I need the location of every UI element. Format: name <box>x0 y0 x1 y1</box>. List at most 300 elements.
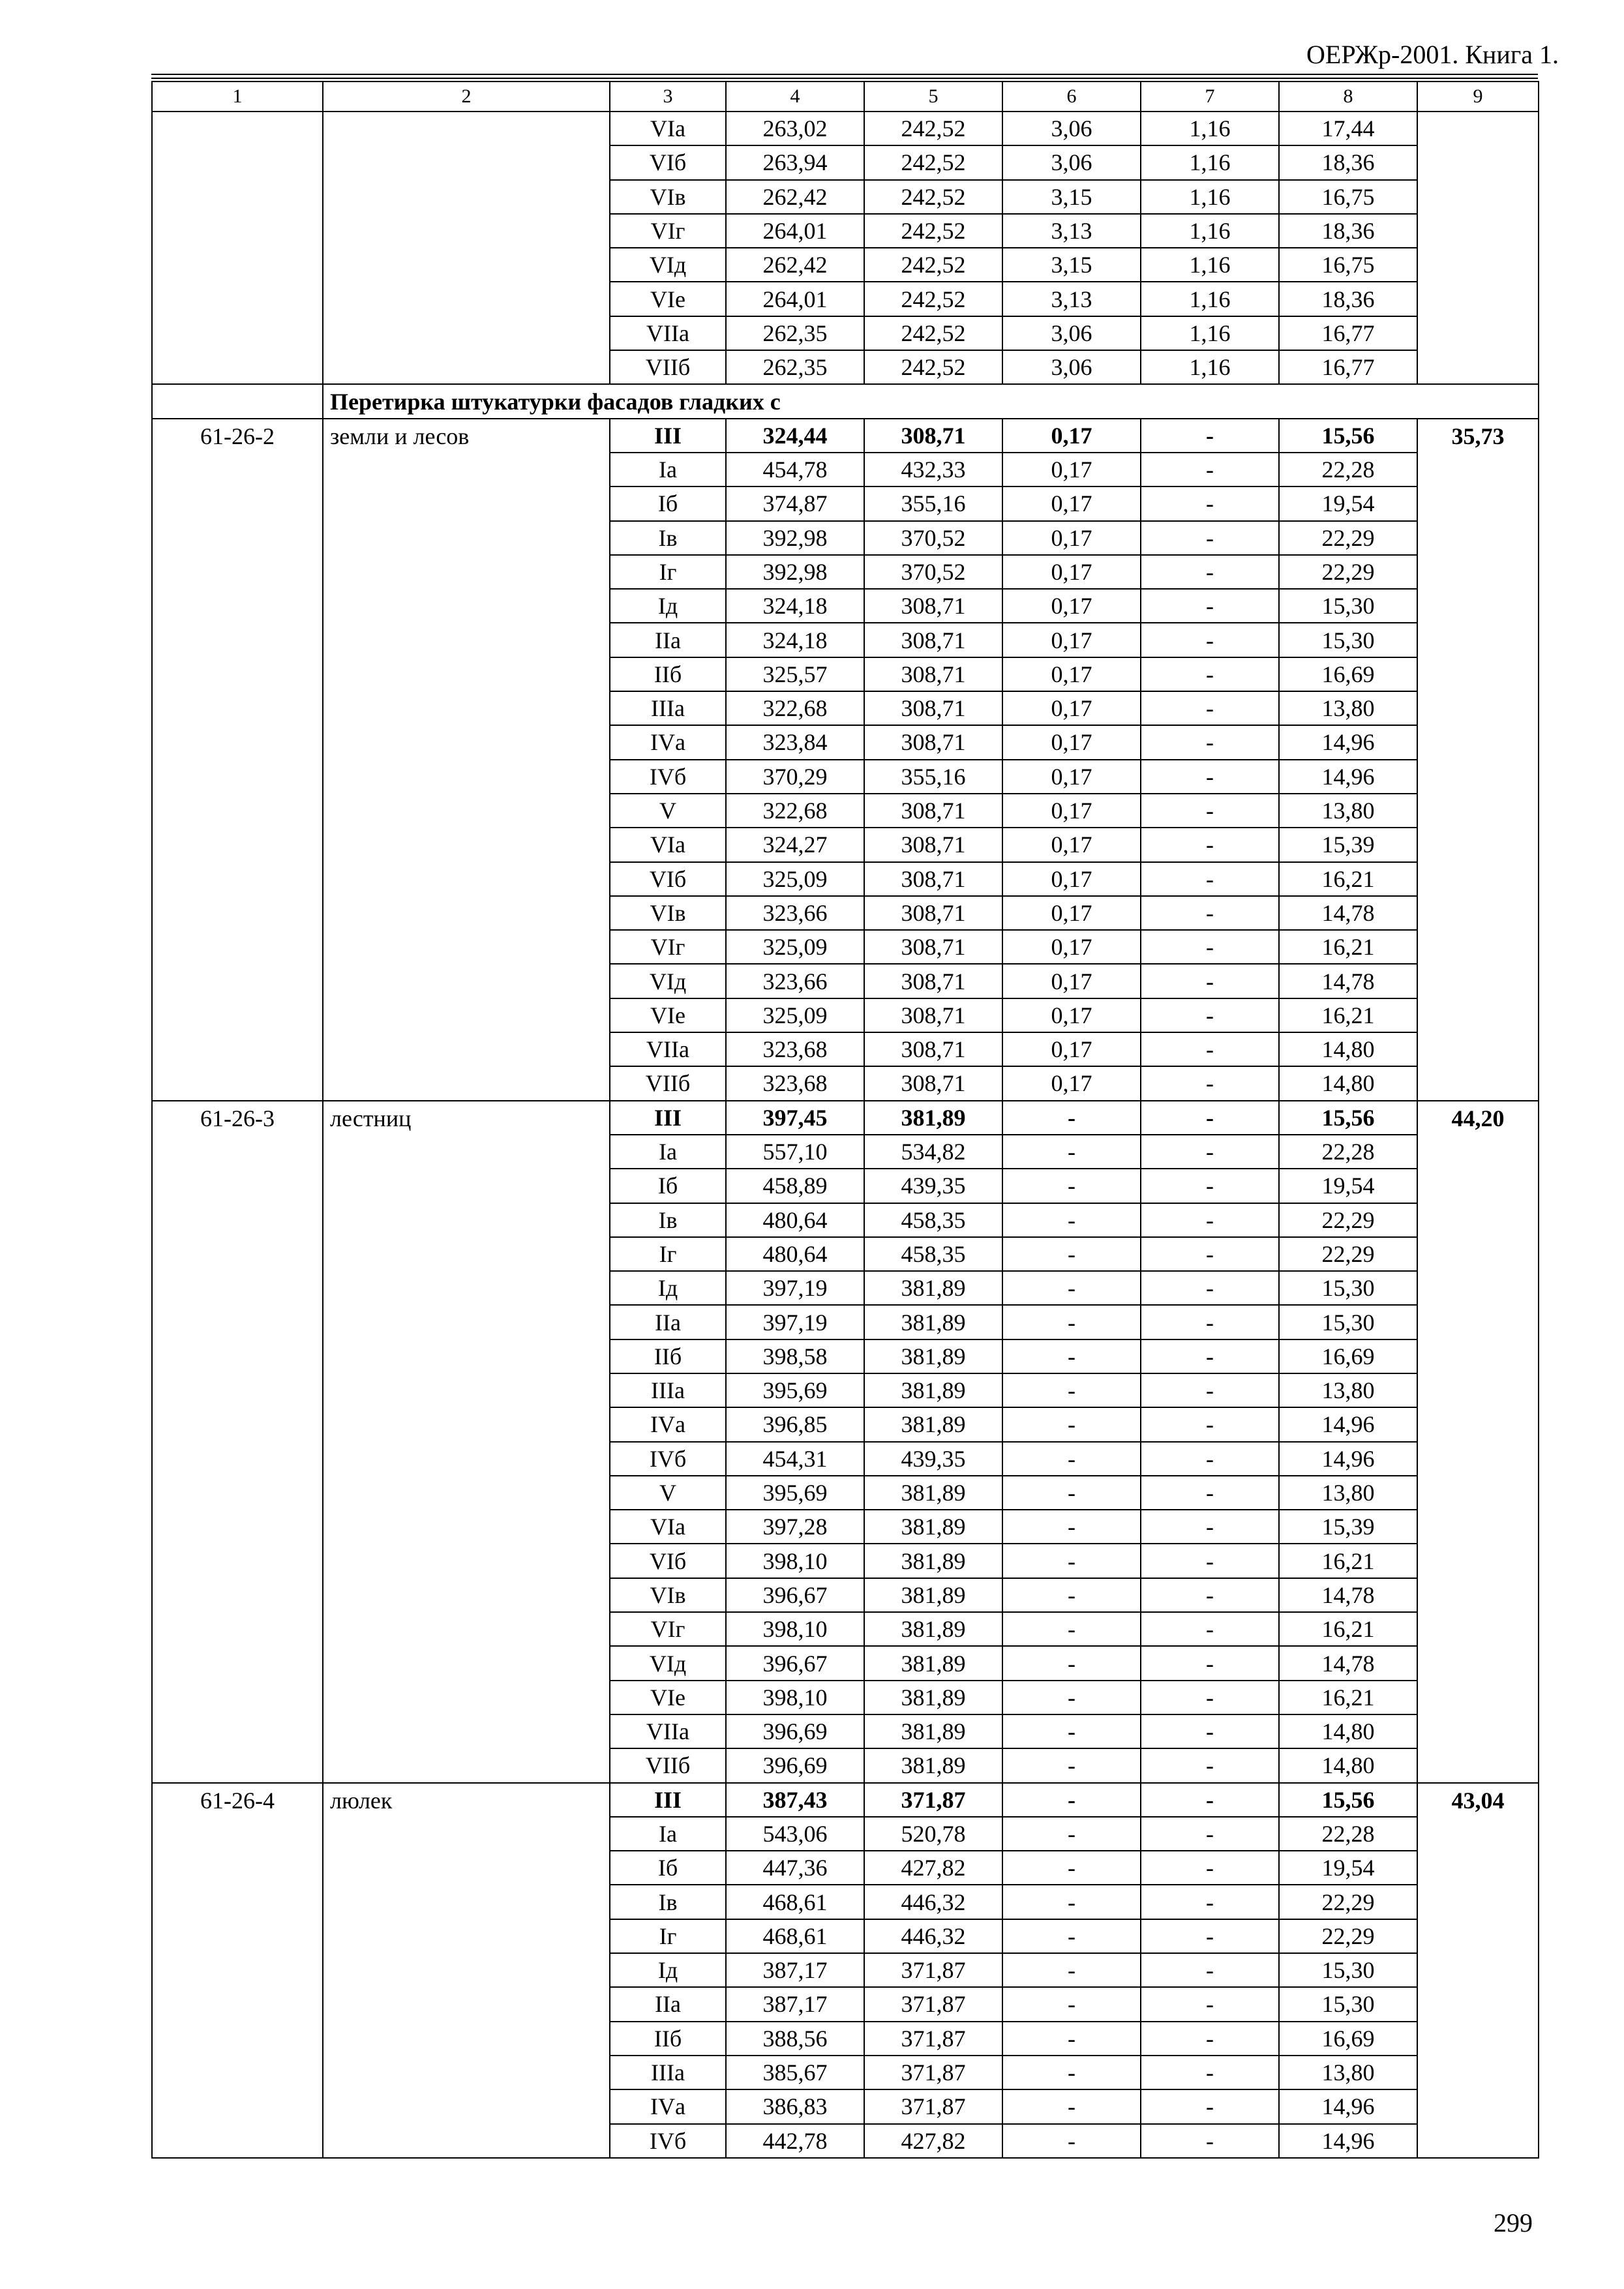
table-cell: 14,78 <box>1279 1578 1417 1612</box>
table-cell <box>152 384 323 418</box>
table-cell: - <box>1002 2022 1141 2056</box>
table-cell: 458,35 <box>864 1203 1002 1237</box>
table-cell: 371,87 <box>864 1953 1002 1987</box>
table-cell: - <box>1141 2056 1279 2089</box>
table-cell: VIа <box>610 112 726 145</box>
table-cell: - <box>1141 930 1279 964</box>
table-cell: 520,78 <box>864 1817 1002 1851</box>
table-cell: IIб <box>610 657 726 691</box>
table-cell: 0,17 <box>1002 486 1141 520</box>
table-cell: 398,10 <box>726 1612 864 1646</box>
table-cell: IIIа <box>610 2056 726 2089</box>
table-cell: VIIа <box>610 1714 726 1748</box>
table-cell: 3,15 <box>1002 248 1141 282</box>
table-cell: 22,28 <box>1279 453 1417 486</box>
table-cell: 381,89 <box>864 1612 1002 1646</box>
table-cell: Iг <box>610 1919 726 1953</box>
table-cell: 1,16 <box>1141 145 1279 179</box>
table-cell: 16,21 <box>1279 930 1417 964</box>
table-cell: Iд <box>610 1271 726 1305</box>
table-cell: IVа <box>610 1407 726 1441</box>
table-cell: Iб <box>610 486 726 520</box>
table-cell: VIе <box>610 282 726 316</box>
table-cell: - <box>1141 1135 1279 1169</box>
table-cell: 14,80 <box>1279 1066 1417 1100</box>
table-cell: - <box>1002 2056 1141 2089</box>
table-cell: - <box>1141 1681 1279 1714</box>
table-row <box>152 1783 1539 1817</box>
code-cell: 61-26-3 <box>152 1101 323 1783</box>
table-cell: VIг <box>610 930 726 964</box>
table-cell: 14,96 <box>1279 2124 1417 2158</box>
table-cell: - <box>1002 1407 1141 1441</box>
table-cell: 381,89 <box>864 1748 1002 1782</box>
table-cell: - <box>1002 1681 1141 1714</box>
name-cell <box>323 112 610 384</box>
table-cell: IIIа <box>610 1373 726 1407</box>
table-cell: 447,36 <box>726 1851 864 1885</box>
table-cell: - <box>1141 555 1279 589</box>
table-cell: 13,80 <box>1279 1373 1417 1407</box>
table-cell: 0,17 <box>1002 998 1141 1032</box>
name-cell: лестниц <box>323 1101 610 1783</box>
column9-cell <box>1417 112 1539 384</box>
table-cell: 3,06 <box>1002 350 1141 384</box>
table-cell: 242,52 <box>864 214 1002 248</box>
column-number: 4 <box>726 82 864 112</box>
table-cell: - <box>1002 1510 1141 1544</box>
table-row <box>152 112 1539 145</box>
table-cell: - <box>1141 486 1279 520</box>
table-cell: 308,71 <box>864 1066 1002 1100</box>
table-cell: 262,35 <box>726 316 864 350</box>
table-cell: - <box>1002 1953 1141 1987</box>
table-cell: 0,17 <box>1002 589 1141 623</box>
table-cell: 19,54 <box>1279 1851 1417 1885</box>
table-cell: VIб <box>610 1544 726 1578</box>
table-cell: 322,68 <box>726 691 864 725</box>
table-cell: Iд <box>610 1953 726 1987</box>
section-title: Перетирка штукатурки фасадов гладких с <box>323 384 1539 418</box>
table-cell: 0,17 <box>1002 453 1141 486</box>
table-cell: - <box>1002 1101 1141 1135</box>
table-cell: IVб <box>610 2124 726 2158</box>
table-cell: 324,18 <box>726 589 864 623</box>
table-cell: 14,78 <box>1279 964 1417 998</box>
table-cell: IVб <box>610 1442 726 1476</box>
table-cell: 1,16 <box>1141 350 1279 384</box>
table-cell: 14,80 <box>1279 1748 1417 1782</box>
table-cell: 15,30 <box>1279 1953 1417 1987</box>
table-cell: - <box>1141 794 1279 828</box>
table-cell: 22,28 <box>1279 1135 1417 1169</box>
table-cell: V <box>610 794 726 828</box>
table-cell: - <box>1141 691 1279 725</box>
table-cell: 397,28 <box>726 1510 864 1544</box>
table-cell: - <box>1141 1612 1279 1646</box>
table-cell: III <box>610 1101 726 1135</box>
table-cell: 308,71 <box>864 828 1002 861</box>
table-cell: - <box>1002 1135 1141 1169</box>
table-cell: Iб <box>610 1169 726 1203</box>
table-cell: 381,89 <box>864 1714 1002 1748</box>
table-cell: - <box>1002 1203 1141 1237</box>
table-cell: 458,35 <box>864 1237 1002 1271</box>
table-cell: - <box>1002 1305 1141 1339</box>
table-cell: 263,02 <box>726 112 864 145</box>
table-cell: 15,30 <box>1279 1987 1417 2021</box>
table-cell: - <box>1141 1032 1279 1066</box>
table-cell: - <box>1002 2089 1141 2123</box>
table-cell: - <box>1141 2124 1279 2158</box>
table-cell: 0,17 <box>1002 419 1141 453</box>
table-cell: - <box>1141 1783 1279 1817</box>
table-cell: 242,52 <box>864 316 1002 350</box>
table-cell: IVа <box>610 725 726 759</box>
table-cell: 323,68 <box>726 1032 864 1066</box>
table-cell: IIIа <box>610 691 726 725</box>
table-cell: 0,17 <box>1002 623 1141 657</box>
table-cell: 432,33 <box>864 453 1002 486</box>
table-cell: 13,80 <box>1279 794 1417 828</box>
table-cell: 397,19 <box>726 1271 864 1305</box>
table-cell: 242,52 <box>864 248 1002 282</box>
table-cell: 16,75 <box>1279 248 1417 282</box>
table-cell: 308,71 <box>864 896 1002 930</box>
table-cell: - <box>1141 623 1279 657</box>
table-cell: 15,39 <box>1279 828 1417 861</box>
table-cell: 16,21 <box>1279 1544 1417 1578</box>
table-cell: 325,09 <box>726 998 864 1032</box>
table-cell: 0,17 <box>1002 725 1141 759</box>
table-cell: - <box>1002 1237 1141 1271</box>
table-cell: 308,71 <box>864 691 1002 725</box>
table-cell: 308,71 <box>864 862 1002 896</box>
table-cell: 370,52 <box>864 521 1002 555</box>
table-cell: IIа <box>610 1987 726 2021</box>
table-cell: Iб <box>610 1851 726 1885</box>
table-cell: Iв <box>610 1885 726 1919</box>
table-cell: VIв <box>610 180 726 214</box>
table-cell: - <box>1141 1748 1279 1782</box>
table-cell: 454,31 <box>726 1442 864 1476</box>
table-cell: 381,89 <box>864 1373 1002 1407</box>
table-cell: 242,52 <box>864 282 1002 316</box>
table-cell: Iг <box>610 555 726 589</box>
table-cell: 22,28 <box>1279 1817 1417 1851</box>
table-cell: 14,96 <box>1279 725 1417 759</box>
table-cell: VIг <box>610 1612 726 1646</box>
table-cell: 308,71 <box>864 794 1002 828</box>
table-cell: 19,54 <box>1279 1169 1417 1203</box>
table-cell: 308,71 <box>864 419 1002 453</box>
table-cell: - <box>1141 1066 1279 1100</box>
table-cell: - <box>1002 1373 1141 1407</box>
table-cell: 371,87 <box>864 1987 1002 2021</box>
table-cell: 308,71 <box>864 657 1002 691</box>
table-cell: 0,17 <box>1002 862 1141 896</box>
table-cell: 381,89 <box>864 1271 1002 1305</box>
table-cell: III <box>610 1783 726 1817</box>
table-cell: 387,17 <box>726 1987 864 2021</box>
code-cell <box>152 112 323 384</box>
table-cell: - <box>1141 2089 1279 2123</box>
table-cell: - <box>1002 1783 1141 1817</box>
column9-cell: 44,20 <box>1417 1101 1539 1783</box>
table-cell: 15,56 <box>1279 1101 1417 1135</box>
table-cell: 15,56 <box>1279 419 1417 453</box>
table-cell: 381,89 <box>864 1305 1002 1339</box>
table-cell: VIб <box>610 145 726 179</box>
table-cell: 397,45 <box>726 1101 864 1135</box>
table-cell: 17,44 <box>1279 112 1417 145</box>
table-cell: 16,21 <box>1279 998 1417 1032</box>
table-cell: VIIа <box>610 316 726 350</box>
table-cell: 0,17 <box>1002 760 1141 794</box>
table-cell: 0,17 <box>1002 828 1141 861</box>
table-cell: 381,89 <box>864 1681 1002 1714</box>
table-cell: - <box>1141 657 1279 691</box>
table-cell: Iв <box>610 1203 726 1237</box>
table-cell: - <box>1141 1271 1279 1305</box>
table-row <box>152 1101 1539 1135</box>
table-cell: 0,17 <box>1002 521 1141 555</box>
table-cell: 0,17 <box>1002 657 1141 691</box>
header-title: ОЕРЖр-2001. Книга 1. <box>1306 40 1559 69</box>
column-number: 9 <box>1417 82 1539 112</box>
table-cell: 480,64 <box>726 1203 864 1237</box>
table-cell: 325,09 <box>726 862 864 896</box>
table-cell: 355,16 <box>864 486 1002 520</box>
table-cell: VIв <box>610 896 726 930</box>
table-cell: VIа <box>610 828 726 861</box>
table-cell: 13,80 <box>1279 1476 1417 1510</box>
table-cell: 308,71 <box>864 1032 1002 1066</box>
table-cell: - <box>1141 1544 1279 1578</box>
table-cell: 458,89 <box>726 1169 864 1203</box>
table-cell: 16,21 <box>1279 862 1417 896</box>
table-cell: 14,80 <box>1279 1032 1417 1066</box>
table-cell: Iд <box>610 589 726 623</box>
table-cell: 3,13 <box>1002 282 1141 316</box>
table-cell: Iв <box>610 521 726 555</box>
name-cell: земли и лесов <box>323 419 610 1101</box>
table-cell: VIд <box>610 964 726 998</box>
table-cell: 308,71 <box>864 998 1002 1032</box>
table-cell: 22,29 <box>1279 1237 1417 1271</box>
table-cell: 374,87 <box>726 486 864 520</box>
column-number: 5 <box>864 82 1002 112</box>
table-cell: - <box>1002 1578 1141 1612</box>
table-cell: 16,75 <box>1279 180 1417 214</box>
table-cell: - <box>1141 964 1279 998</box>
table-cell: 14,96 <box>1279 2089 1417 2123</box>
table-cell: 381,89 <box>864 1407 1002 1441</box>
table-cell: 22,29 <box>1279 555 1417 589</box>
table-cell: - <box>1141 1987 1279 2021</box>
table-cell: 18,36 <box>1279 145 1417 179</box>
table-cell: VIIб <box>610 1748 726 1782</box>
table-cell: - <box>1141 1373 1279 1407</box>
table-cell: 263,94 <box>726 145 864 179</box>
table-cell: 355,16 <box>864 760 1002 794</box>
table-cell: 381,89 <box>864 1510 1002 1544</box>
table-cell: 468,61 <box>726 1919 864 1953</box>
table-cell: 262,42 <box>726 248 864 282</box>
table-cell: 1,16 <box>1141 282 1279 316</box>
table-cell: 442,78 <box>726 2124 864 2158</box>
table-cell: 0,17 <box>1002 794 1141 828</box>
column9-cell: 35,73 <box>1417 419 1539 1101</box>
column9-cell: 43,04 <box>1417 1783 1539 2158</box>
table-cell: 439,35 <box>864 1169 1002 1203</box>
table-cell: - <box>1141 419 1279 453</box>
table-cell: VIа <box>610 1510 726 1544</box>
table-cell: 16,69 <box>1279 2022 1417 2056</box>
table-cell: 396,69 <box>726 1714 864 1748</box>
table-cell: 18,36 <box>1279 282 1417 316</box>
table-cell: 22,29 <box>1279 1919 1417 1953</box>
table-cell: 371,87 <box>864 2022 1002 2056</box>
table-cell: 381,89 <box>864 1578 1002 1612</box>
table-cell: VIIб <box>610 350 726 384</box>
table-cell: VIв <box>610 1578 726 1612</box>
table-cell: 22,29 <box>1279 521 1417 555</box>
column-number-row <box>152 82 1539 112</box>
table-cell: 308,71 <box>864 623 1002 657</box>
table-cell: 14,96 <box>1279 760 1417 794</box>
table-cell: IVа <box>610 2089 726 2123</box>
table-cell: 3,06 <box>1002 112 1141 145</box>
table-cell: - <box>1141 589 1279 623</box>
table-cell: 543,06 <box>726 1817 864 1851</box>
table-cell: 446,32 <box>864 1885 1002 1919</box>
table-cell: 381,89 <box>864 1646 1002 1680</box>
table-cell: 439,35 <box>864 1442 1002 1476</box>
table-cell: 308,71 <box>864 964 1002 998</box>
table-cell: - <box>1141 1578 1279 1612</box>
table-cell: 396,67 <box>726 1646 864 1680</box>
table-cell: 3,06 <box>1002 145 1141 179</box>
table-cell: 242,52 <box>864 180 1002 214</box>
table-cell: 396,67 <box>726 1578 864 1612</box>
table-cell: IIб <box>610 2022 726 2056</box>
table-cell: - <box>1002 1987 1141 2021</box>
table-cell: - <box>1002 1476 1141 1510</box>
table-cell: - <box>1141 2022 1279 2056</box>
table-cell: 396,85 <box>726 1407 864 1441</box>
table-cell: 22,29 <box>1279 1885 1417 1919</box>
table-cell: 1,16 <box>1141 248 1279 282</box>
table-cell: - <box>1141 862 1279 896</box>
table-cell: - <box>1141 760 1279 794</box>
table-cell: 386,83 <box>726 2089 864 2123</box>
table-cell: 0,17 <box>1002 964 1141 998</box>
column-number: 8 <box>1279 82 1417 112</box>
table-cell: 16,69 <box>1279 657 1417 691</box>
table-cell: - <box>1002 1612 1141 1646</box>
table-cell: 242,52 <box>864 112 1002 145</box>
table-cell: 242,52 <box>864 350 1002 384</box>
table-cell: 427,82 <box>864 1851 1002 1885</box>
table-cell: Iа <box>610 1817 726 1851</box>
table-cell: - <box>1002 1748 1141 1782</box>
table-cell: 308,71 <box>864 725 1002 759</box>
table-cell: III <box>610 419 726 453</box>
table-cell: - <box>1141 1442 1279 1476</box>
table-cell: 14,96 <box>1279 1407 1417 1441</box>
table-cell: 0,17 <box>1002 896 1141 930</box>
table-cell: 323,66 <box>726 896 864 930</box>
name-cell: люлек <box>323 1783 610 2158</box>
table-cell: - <box>1002 1169 1141 1203</box>
table-cell: IVб <box>610 760 726 794</box>
table-cell: 15,39 <box>1279 1510 1417 1544</box>
table-cell: 325,09 <box>726 930 864 964</box>
table-cell: V <box>610 1476 726 1510</box>
table-cell: 381,89 <box>864 1339 1002 1373</box>
table-cell: 0,17 <box>1002 691 1141 725</box>
table-cell: 398,10 <box>726 1681 864 1714</box>
table-cell: - <box>1002 2124 1141 2158</box>
table-cell: 242,52 <box>864 145 1002 179</box>
table-cell: - <box>1002 1646 1141 1680</box>
table-cell: VIг <box>610 214 726 248</box>
table-cell: - <box>1141 1101 1279 1135</box>
table-cell: 308,71 <box>864 930 1002 964</box>
table-cell: - <box>1141 998 1279 1032</box>
table-cell: - <box>1002 1885 1141 1919</box>
table-cell: 381,89 <box>864 1544 1002 1578</box>
table-cell: 385,67 <box>726 2056 864 2089</box>
table-cell: 264,01 <box>726 214 864 248</box>
table-cell: - <box>1002 1339 1141 1373</box>
table-cell: 14,96 <box>1279 1442 1417 1476</box>
table-cell: 15,30 <box>1279 623 1417 657</box>
table-cell: 0,17 <box>1002 555 1141 589</box>
table-cell: 387,43 <box>726 1783 864 1817</box>
table-cell: 454,78 <box>726 453 864 486</box>
table-cell: 1,16 <box>1141 316 1279 350</box>
table-cell: 324,44 <box>726 419 864 453</box>
table-cell: Iа <box>610 1135 726 1169</box>
table-cell: VIб <box>610 862 726 896</box>
table-cell: - <box>1141 1851 1279 1885</box>
table-cell: - <box>1141 828 1279 861</box>
table-cell: - <box>1141 1237 1279 1271</box>
table-cell: 15,56 <box>1279 1783 1417 1817</box>
table-cell: 323,68 <box>726 1066 864 1100</box>
table-cell: 446,32 <box>864 1919 1002 1953</box>
table-cell: Iа <box>610 453 726 486</box>
table-row <box>152 419 1539 453</box>
table-cell: - <box>1141 1817 1279 1851</box>
table-cell: 381,89 <box>864 1101 1002 1135</box>
table-cell: 3,15 <box>1002 180 1141 214</box>
table-cell: 264,01 <box>726 282 864 316</box>
table-cell: 16,77 <box>1279 350 1417 384</box>
table-cell: 16,21 <box>1279 1612 1417 1646</box>
table-cell: 15,30 <box>1279 1271 1417 1305</box>
table-cell: 534,82 <box>864 1135 1002 1169</box>
table-cell: - <box>1141 453 1279 486</box>
table-cell: 395,69 <box>726 1476 864 1510</box>
table-cell: - <box>1141 521 1279 555</box>
table-cell: 395,69 <box>726 1373 864 1407</box>
table-cell: 370,29 <box>726 760 864 794</box>
table-cell: 392,98 <box>726 555 864 589</box>
table-cell: - <box>1002 1817 1141 1851</box>
